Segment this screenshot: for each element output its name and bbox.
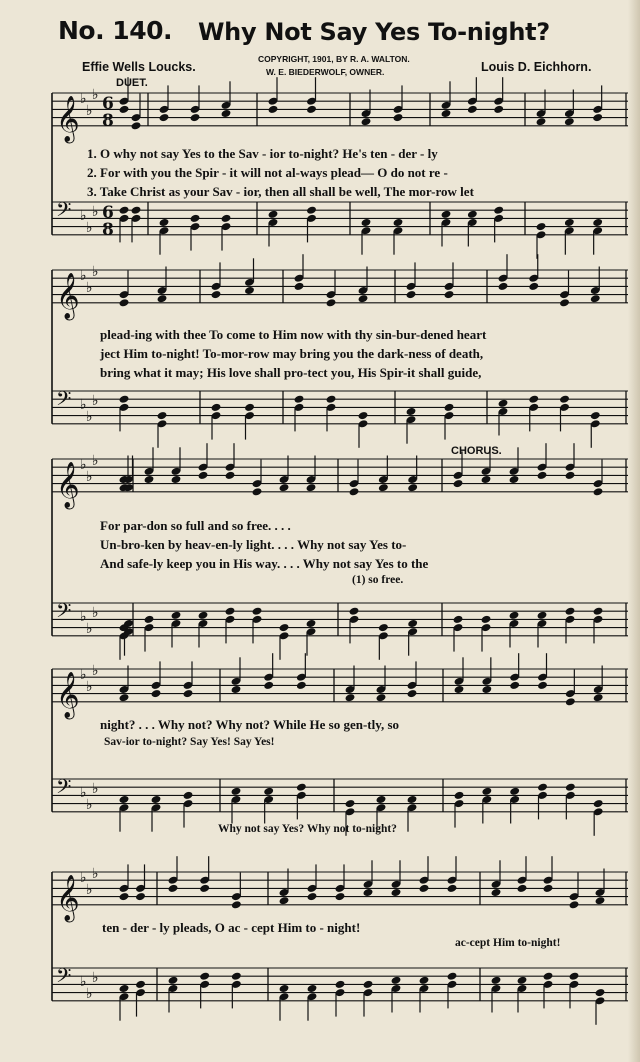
- note-head: [306, 483, 317, 492]
- note-head: [363, 980, 374, 989]
- note-head: [221, 214, 232, 223]
- note-head: [358, 294, 369, 303]
- note-head: [307, 892, 318, 901]
- flat-icon: ♭: [80, 208, 87, 224]
- note-head: [349, 607, 360, 616]
- time-signature-top: 6: [102, 203, 114, 223]
- note-head: [199, 972, 210, 981]
- note-head: [537, 681, 548, 690]
- bass-clef-icon: 𝄢: [56, 198, 72, 226]
- flat-icon: ♭: [92, 970, 99, 986]
- bass-clef-icon: 𝄢: [56, 775, 72, 803]
- flat-icon: ♭: [80, 974, 87, 990]
- note-head: [493, 206, 504, 215]
- copyright-line-2: W. E. BIEDERWOLF, OWNER.: [266, 67, 385, 77]
- note-head: [263, 787, 274, 796]
- flat-icon: ♭: [86, 986, 93, 1002]
- note-head: [119, 892, 130, 901]
- time-signature-bottom: 8: [102, 220, 114, 240]
- note-head: [151, 795, 162, 804]
- note-head: [376, 795, 387, 804]
- note-head: [491, 976, 502, 985]
- note-head: [528, 395, 539, 404]
- note-head: [543, 972, 554, 981]
- note-head: [307, 984, 318, 993]
- note-head: [569, 900, 580, 909]
- flat-icon: ♭: [86, 103, 93, 119]
- note-head: [263, 681, 274, 690]
- note-head: [565, 607, 576, 616]
- note-head: [467, 105, 478, 114]
- note-head: [441, 210, 452, 219]
- verse-2-line-3: Un-bro-ken by heav-en-ly light. . . . Why not say Yes to-: [100, 537, 407, 552]
- note-head: [279, 623, 290, 632]
- flat-icon: ♭: [80, 870, 87, 886]
- bass-echo-lyric-1: Why not say Yes? Why not to-night?: [218, 823, 397, 835]
- note-head: [592, 113, 603, 122]
- note-head: [565, 471, 576, 480]
- note-head: [119, 693, 130, 702]
- time-signature-bottom: 8: [102, 111, 114, 131]
- note-head: [537, 471, 548, 480]
- note-head: [493, 105, 504, 114]
- note-head: [306, 206, 317, 215]
- flat-icon: ♭: [92, 87, 99, 103]
- flat-icon: ♭: [80, 268, 87, 284]
- note-head: [171, 475, 182, 484]
- note-head: [454, 685, 465, 694]
- note-head: [345, 799, 356, 808]
- note-head: [536, 117, 547, 126]
- flat-icon: ♭: [86, 797, 93, 813]
- note-head: [252, 607, 263, 616]
- note-head: [279, 984, 290, 993]
- note-head: [454, 791, 465, 800]
- note-head: [119, 298, 130, 307]
- note-head: [151, 689, 162, 698]
- note-head: [231, 900, 242, 909]
- note-head: [190, 214, 201, 223]
- note-head: [294, 395, 305, 404]
- note-head: [407, 689, 418, 698]
- note-head: [391, 976, 402, 985]
- page-spine-shadow: [628, 0, 640, 1062]
- treble-clef-icon: 𝄞: [56, 671, 80, 718]
- note-head: [406, 407, 417, 416]
- flat-icon: ♭: [86, 621, 93, 637]
- note-head: [444, 290, 455, 299]
- note-head: [481, 685, 492, 694]
- note-head: [231, 972, 242, 981]
- note-head: [231, 685, 242, 694]
- note-head: [190, 113, 201, 122]
- note-head: [447, 884, 458, 893]
- chorus-marking: CHORUS.: [451, 445, 502, 457]
- flat-icon: ♭: [86, 882, 93, 898]
- alternate-ending-lyric: (1) so free.: [352, 574, 404, 586]
- note-head: [537, 611, 548, 620]
- note-head: [159, 218, 170, 227]
- flat-icon: ♭: [92, 663, 99, 679]
- note-head: [517, 884, 528, 893]
- note-head: [536, 222, 547, 231]
- note-head: [419, 976, 430, 985]
- note-head: [593, 693, 604, 702]
- note-head: [419, 884, 430, 893]
- note-head: [569, 972, 580, 981]
- note-head: [306, 105, 317, 114]
- note-head: [198, 611, 209, 620]
- note-head: [595, 896, 606, 905]
- flat-icon: ♭: [86, 469, 93, 485]
- note-head: [537, 783, 548, 792]
- note-head: [244, 403, 255, 412]
- flat-icon: ♭: [92, 605, 99, 621]
- note-head: [279, 483, 290, 492]
- note-head: [559, 395, 570, 404]
- note-head: [481, 475, 492, 484]
- hymn-number: No. 140.: [58, 16, 172, 45]
- note-head: [144, 475, 155, 484]
- note-head: [441, 109, 452, 118]
- copyright-line-1: COPYRIGHT, 1901, BY R. A. WALTON.: [258, 54, 410, 64]
- note-head: [131, 121, 142, 130]
- note-head: [407, 619, 418, 628]
- note-head: [296, 783, 307, 792]
- verse-3-line-1: 3. Take Christ as your Sav - ior, then all shall be well, The mor-row let: [87, 184, 474, 199]
- verse-2-line-2: ject Him to-night! To-mor-row may bring you the dark-ness of death,: [100, 346, 484, 361]
- bass-echo-lyric-2: ac-cept Him to-night!: [455, 937, 561, 949]
- flat-icon: ♭: [80, 785, 87, 801]
- note-head: [119, 206, 130, 215]
- flat-icon: ♭: [92, 264, 99, 280]
- note-head: [559, 298, 570, 307]
- note-head: [326, 298, 337, 307]
- note-head: [231, 787, 242, 796]
- note-head: [593, 487, 604, 496]
- note-head: [407, 795, 418, 804]
- bass-clef-icon: 𝄢: [56, 599, 72, 627]
- note-head: [211, 403, 222, 412]
- flat-icon: ♭: [92, 781, 99, 797]
- note-head: [157, 411, 168, 420]
- author-credit: Effie Wells Loucks.: [82, 60, 196, 74]
- note-head: [279, 896, 290, 905]
- note-head: [481, 787, 492, 796]
- note-head: [595, 988, 606, 997]
- note-head: [119, 795, 130, 804]
- note-head: [406, 290, 417, 299]
- treble-clef-icon: 𝄞: [56, 95, 80, 142]
- note-head: [183, 689, 194, 698]
- note-head: [361, 218, 372, 227]
- note-head: [453, 615, 464, 624]
- note-head: [509, 681, 520, 690]
- note-head: [358, 411, 369, 420]
- note-head: [592, 218, 603, 227]
- note-head: [509, 475, 520, 484]
- note-head: [268, 210, 279, 219]
- bass-clef-icon: 𝄢: [56, 387, 72, 415]
- note-head: [345, 693, 356, 702]
- note-head: [593, 607, 604, 616]
- note-head: [199, 884, 210, 893]
- verse-1-line-3: For par-don so full and so free. . . .: [100, 518, 291, 533]
- treble-clef-icon: 𝄞: [56, 874, 80, 921]
- flat-icon: ♭: [92, 453, 99, 469]
- note-head: [491, 888, 502, 897]
- hymn-title: Why Not Say Yes To-night?: [198, 18, 550, 46]
- note-head: [363, 888, 374, 897]
- note-head: [378, 623, 389, 632]
- note-head: [135, 892, 146, 901]
- note-head: [119, 395, 130, 404]
- note-head: [221, 109, 232, 118]
- note-head: [376, 693, 387, 702]
- note-head: [168, 976, 179, 985]
- note-head: [393, 113, 404, 122]
- verse-3-line-3: And safe-ly keep you in His way. . . . Why not say Yes to the: [100, 556, 429, 571]
- note-head: [349, 487, 360, 496]
- flat-icon: ♭: [92, 393, 99, 409]
- note-head: [335, 980, 346, 989]
- flat-icon: ♭: [80, 457, 87, 473]
- flat-icon: ♭: [86, 409, 93, 425]
- note-head: [564, 218, 575, 227]
- duet-marking: DUET.: [116, 77, 148, 89]
- note-head: [294, 282, 305, 291]
- note-head: [168, 884, 179, 893]
- note-head: [144, 615, 155, 624]
- note-head: [481, 615, 492, 624]
- note-head: [268, 105, 279, 114]
- verse-2-line-1: 2. For with you the Spir - it will not al-ways plead— O do not re -: [87, 165, 448, 180]
- note-head: [225, 471, 236, 480]
- note-head: [393, 218, 404, 227]
- note-head: [244, 286, 255, 295]
- note-head: [498, 282, 509, 291]
- flat-icon: ♭: [86, 679, 93, 695]
- bass-clef-icon: 𝄢: [56, 964, 72, 992]
- note-head: [528, 282, 539, 291]
- note-head: [444, 403, 455, 412]
- note-head: [378, 483, 389, 492]
- note-head: [447, 972, 458, 981]
- note-head: [565, 697, 576, 706]
- note-head: [391, 888, 402, 897]
- time-signature-top: 6: [102, 94, 114, 114]
- note-head: [131, 206, 142, 215]
- note-head: [564, 117, 575, 126]
- note-head: [119, 984, 130, 993]
- chorus-line-1-echo: Sav-ior to-night? Say Yes! Say Yes!: [104, 736, 275, 748]
- composer-credit: Louis D. Eichhorn.: [481, 60, 592, 74]
- note-head: [590, 294, 601, 303]
- note-head: [225, 607, 236, 616]
- note-head: [306, 619, 317, 628]
- note-head: [157, 294, 168, 303]
- verse-1-line-2: plead-ing with thee To come to Him now with thy sin-bur-dened heart: [100, 327, 487, 342]
- chorus-line-2: ten - der - ly pleads, O ac - cept Him to - night!: [102, 920, 361, 935]
- note-head: [135, 980, 146, 989]
- flat-icon: ♭: [86, 280, 93, 296]
- flat-icon: ♭: [80, 91, 87, 107]
- note-head: [171, 611, 182, 620]
- note-head: [517, 976, 528, 985]
- flat-icon: ♭: [92, 866, 99, 882]
- flat-icon: ♭: [80, 397, 87, 413]
- treble-clef-icon: 𝄞: [56, 461, 80, 508]
- flat-icon: ♭: [86, 220, 93, 236]
- note-head: [593, 799, 604, 808]
- note-head: [183, 791, 194, 800]
- note-head: [407, 483, 418, 492]
- note-head: [590, 411, 601, 420]
- note-head: [211, 290, 222, 299]
- note-head: [453, 479, 464, 488]
- note-head: [565, 783, 576, 792]
- verse-1-line-1: 1. O why not say Yes to the Sav - ior to-night? He's ten - der - ly: [87, 146, 438, 161]
- note-head: [252, 487, 263, 496]
- note-head: [159, 113, 170, 122]
- note-head: [119, 105, 130, 114]
- note-head: [498, 399, 509, 408]
- flat-icon: ♭: [80, 609, 87, 625]
- chorus-line-1: night? . . . Why not? Why not? While He so gen-tly, so: [100, 717, 400, 732]
- flat-icon: ♭: [92, 204, 99, 220]
- verse-3-line-2: bring what it may; His love shall pro-tect you, His Spir-it shall guide,: [100, 365, 482, 380]
- note-head: [335, 892, 346, 901]
- note-head: [198, 471, 209, 480]
- note-head: [296, 681, 307, 690]
- flat-icon: ♭: [80, 667, 87, 683]
- note-head: [509, 787, 520, 796]
- note-head: [509, 611, 520, 620]
- note-head: [543, 884, 554, 893]
- note-head: [326, 395, 337, 404]
- treble-clef-icon: 𝄞: [56, 272, 80, 319]
- note-head: [361, 117, 372, 126]
- note-head: [467, 210, 478, 219]
